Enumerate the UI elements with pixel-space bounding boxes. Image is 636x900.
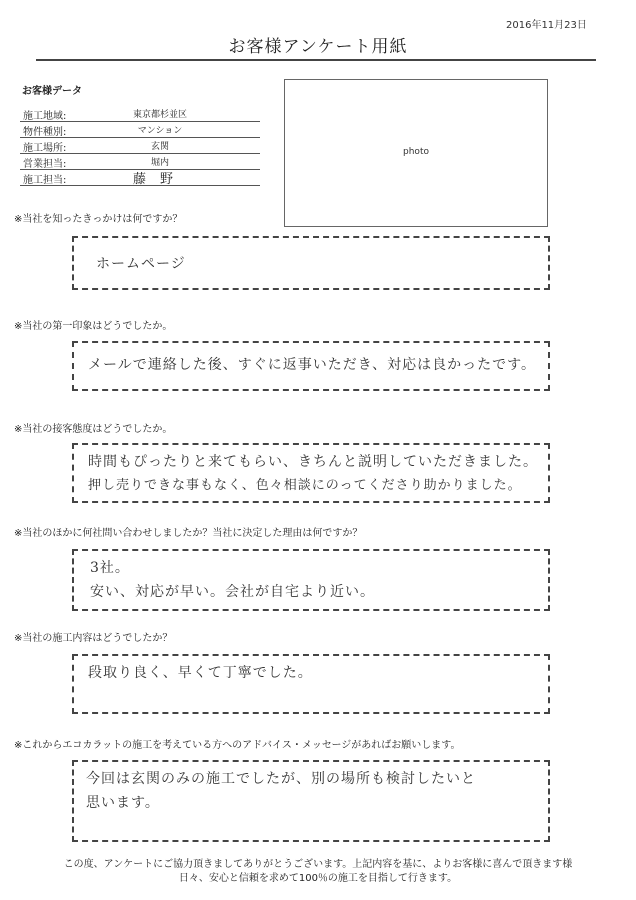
answer-3-line-1: 時間もぴったりと来てもらい、きちんと説明していただきました。 — [88, 454, 538, 470]
row-label: 施工地域: — [23, 111, 67, 122]
row-label: 施工場所: — [23, 143, 67, 154]
row-label: 営業担当: — [23, 159, 67, 170]
answer-box-3 — [72, 443, 550, 503]
row-installer — [20, 170, 260, 186]
answer-4-line-2: 安い、対応が早い。会社が自宅より近い。 — [90, 584, 375, 600]
question-2: ※当社の第一印象はどうでしたか。 — [14, 321, 173, 332]
answer-5-line-1: 段取り良く、早くて丁寧でした。 — [88, 665, 313, 681]
answer-4-line-1: 3社。 — [90, 560, 130, 576]
answer-box-2 — [72, 341, 550, 391]
answer-2-line-1: メールで連絡した後、すぐに返事いただき、対応は良かったです。 — [88, 357, 537, 373]
answer-box-1 — [72, 236, 550, 290]
photo-label: photo — [403, 147, 429, 157]
footer-line-1: この度、アンケートにご協力頂きましてありがとうございます。上記内容を基に、よりお客様に喜んで頂きます様 — [63, 859, 573, 870]
question-4: ※当社のほかに何社問い合わせしましたか？当社に決定した理由は何ですか？ — [14, 528, 363, 539]
survey-date: 2016年11月23日 — [506, 20, 587, 31]
row-property-type — [20, 122, 260, 138]
row-label: 施工担当: — [23, 175, 67, 186]
row-value: 藤野 — [132, 172, 187, 187]
question-6: ※これからエコカラットの施工を考えている方へのアドバイス・メッセージがあればお願いします。 — [14, 740, 461, 751]
row-value: 玄関 — [150, 142, 169, 152]
page-title: お客様アンケート用紙 — [228, 37, 408, 57]
answer-6-line-2: 思います。 — [86, 795, 160, 811]
title-underline — [36, 59, 596, 61]
photo-frame — [284, 79, 548, 227]
row-value: 堀内 — [150, 158, 169, 168]
customer-data-heading: お客様データ — [22, 86, 82, 97]
row-area — [20, 106, 260, 122]
answer-box-6 — [72, 760, 550, 842]
answer-6-line-1: 今回は玄関のみの施工でしたが、別の場所も検討したいと — [86, 771, 476, 787]
answer-box-5 — [72, 654, 550, 714]
row-value: マンション — [137, 126, 183, 136]
question-5: ※当社の施工内容はどうでしたか？ — [14, 633, 173, 644]
footer-line-2: 日々、安心と信頼を求めて100％の施工を目指して行きます。 — [178, 873, 458, 884]
row-label: 物件種別: — [23, 127, 67, 138]
answer-3-line-2: 押し売りできな事もなく、色々相談にのってくださり助かりました。 — [88, 478, 522, 493]
answer-box-4 — [72, 549, 550, 611]
answer-1-line-1: ホームページ — [96, 256, 186, 272]
question-1: ※当社を知ったきっかけは何ですか？ — [14, 214, 183, 225]
question-3: ※当社の接客態度はどうでしたか。 — [14, 424, 173, 435]
row-location — [20, 138, 260, 154]
row-value: 東京都杉並区 — [132, 110, 187, 120]
